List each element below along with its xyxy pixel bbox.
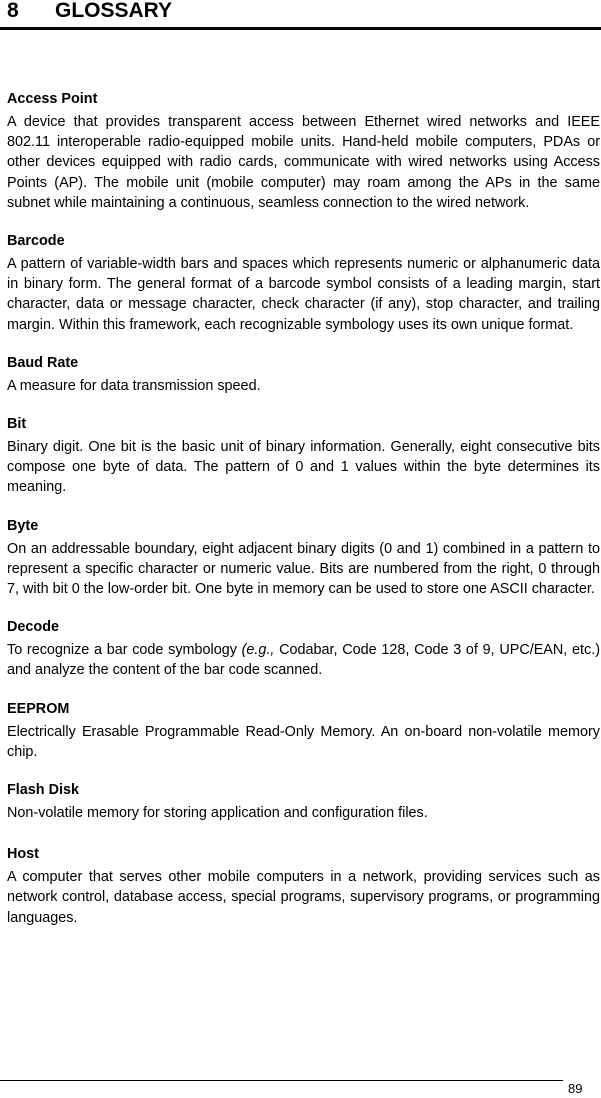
definition-text: Codabar, Code 128, Code 3 of 9, UPC/EAN, etc.) and analyze the content of the bar code scanned.	[7, 642, 600, 679]
chapter-number: 8	[7, 0, 19, 22]
glossary-definition	[7, 640, 600, 680]
chapter-heading	[7, 0, 172, 24]
glossary-definition: Binary digit. One bit is the basic unit of binary information. Generally, eight consecutive bits compose one byte of data. The pattern of 0 and 1 values within the byte determines its meaning.	[7, 439, 600, 496]
glossary-term: Access Point	[7, 91, 98, 107]
glossary-entry-host	[7, 845, 600, 928]
glossary-definition: On an addressable boundary, eight adjacent binary digits (0 and 1) combined in a pattern to represent a specific character or numeric value. Bits are numbered from the right, 0 through 7, with bit 0 the low-order bit. One byte in memory can be used to store one ASCII character.	[7, 540, 600, 598]
glossary-definition: A computer that serves other mobile computers in a network, providing services such as network control, database access, special programs, supervisory programs, or programming languages.	[7, 869, 600, 926]
chapter-heading-rule	[0, 27, 601, 30]
glossary-definition: A device that provides transparent access between Ethernet wired networks and IEEE 802.11 interoperable radio-equipped mobile units. Hand-held mobile computers, PDAs or other devices equipped with radio cards, communicate with wired networks using Access Points (AP). The mobile unit (mobile computer) may roam among the APs in the same subnet while maintaining a continuous, seamless connection to the wired network.	[7, 114, 600, 211]
glossary-term: Barcode	[7, 233, 65, 250]
glossary-list	[7, 90, 600, 947]
footer-rule	[0, 1080, 563, 1081]
glossary-term: Flash Disk	[7, 782, 79, 799]
glossary-term: Host	[7, 846, 39, 863]
glossary-entry-barcode	[7, 232, 600, 335]
glossary-entry-eeprom	[7, 700, 600, 762]
glossary-entry-access-point	[7, 90, 600, 213]
glossary-definition: Non-volatile memory for storing application and configuration files.	[7, 805, 428, 822]
chapter-title: GLOSSARY	[55, 0, 173, 22]
glossary-term: Decode	[7, 619, 59, 636]
definition-italic-text: (e.g.,	[241, 642, 275, 659]
glossary-entry-flash-disk	[7, 781, 600, 823]
glossary-entry-byte	[7, 517, 600, 600]
glossary-definition: A pattern of variable-width bars and spaces which represents numeric or alphanumeric data in binary form. The general format of a barcode symbol consists of a leading margin, start character, data or message character, check character (if any), stop character, and trailing margin. Within this framework, each recognizable symbology uses its own unique format.	[7, 256, 600, 333]
glossary-entry-decode	[7, 618, 600, 680]
glossary-definition: Electrically Erasable Programmable Read-Only Memory. An on-board non-volatile memory chip.	[7, 723, 600, 760]
glossary-term: Byte	[7, 517, 39, 534]
definition-text: To recognize a bar code symbology	[7, 642, 242, 659]
glossary-entry-bit	[7, 415, 600, 498]
glossary-term: Baud Rate	[7, 354, 79, 371]
page-number: 89	[568, 1081, 583, 1096]
glossary-term: EEPROM	[7, 700, 70, 717]
glossary-entry-baud-rate	[7, 354, 600, 396]
glossary-term: Bit	[7, 416, 27, 433]
glossary-definition: A measure for data transmission speed.	[7, 377, 261, 394]
